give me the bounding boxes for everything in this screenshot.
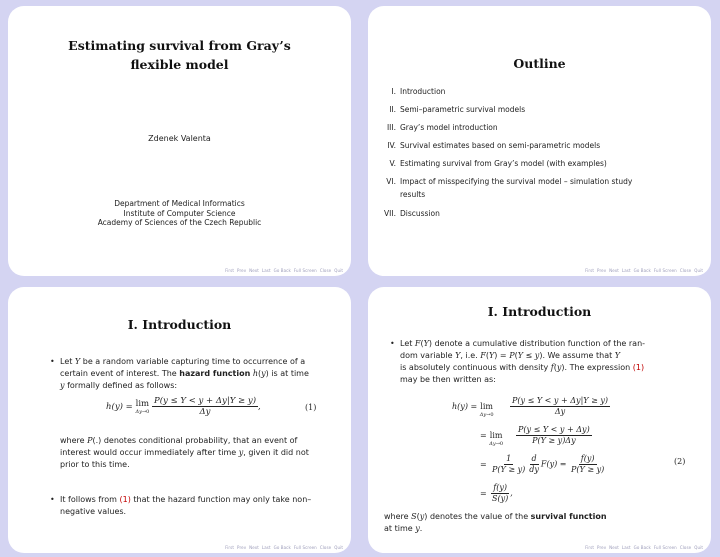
text: . We assume that: [542, 351, 613, 360]
outline-num: V.: [389, 159, 396, 168]
text: It follows from: [60, 495, 117, 504]
outline-num: II.: [389, 105, 396, 114]
outline-num: I.: [391, 87, 396, 96]
outline-text: Survival estimates based on semi-parametric models: [400, 141, 601, 150]
text: certain event of interest. The: [60, 369, 177, 378]
title-line-1: Estimating survival from Gray’s: [68, 38, 291, 53]
bullet-icon: •: [50, 495, 55, 504]
nav-bar: [582, 545, 703, 550]
outline-text: Gray’s model introduction: [400, 123, 498, 132]
equation-reference-link[interactable]: (1): [119, 495, 131, 504]
text: is absolutely continuous with density: [400, 363, 549, 372]
nav-next[interactable]: Next: [609, 268, 619, 273]
paragraph-conditional-probability: where P(.) denotes conditional probability, that an event of interest would occur immediately after time y, given it did not prior to this time.: [60, 435, 350, 471]
nav-close[interactable]: Close: [319, 545, 332, 550]
text: be a random variable capturing time to occurrence of a: [82, 357, 306, 366]
paragraph-survival-function: where S(y) denotes the value of the survival function at time y.: [384, 512, 607, 533]
nav-last[interactable]: Last: [261, 268, 271, 273]
bullet-icon: •: [390, 339, 395, 348]
bold-term: hazard function: [179, 369, 251, 378]
outline-text: Discussion: [400, 209, 440, 218]
outline-text: Estimating survival from Gray’s model (with examples): [400, 159, 607, 168]
equation-reference-link[interactable]: (1): [632, 363, 645, 372]
outline-num: III.: [386, 123, 396, 132]
slide-heading: I. Introduction: [487, 304, 592, 319]
nav-go-back[interactable]: Go Back: [273, 545, 291, 550]
nav-full-screen[interactable]: Full Screen: [653, 268, 677, 273]
bold-term: survival function: [530, 512, 607, 521]
nav-close[interactable]: Close: [319, 268, 332, 273]
outline-num: IV.: [387, 141, 396, 150]
outline-num: VII.: [384, 209, 396, 218]
slide-title: [8, 6, 351, 276]
nav-go-back[interactable]: Go Back: [633, 545, 651, 550]
nav-full-screen[interactable]: Full Screen: [293, 268, 317, 273]
outline-text: Introduction: [400, 87, 446, 96]
affiliation-line-1: Department of Medical Informatics: [114, 199, 245, 208]
text: is at time: [271, 369, 309, 378]
text: , i.e.: [460, 351, 478, 360]
affiliation: [8, 199, 351, 228]
outline-title: Outline: [513, 56, 566, 71]
nav-prev[interactable]: Prev: [237, 268, 247, 273]
text: denote a cumulative distribution function of the ran-: [434, 339, 646, 348]
nav-next[interactable]: Next: [249, 545, 259, 550]
text: Let: [400, 339, 413, 348]
author: Zdenek Valenta: [148, 134, 211, 143]
nav-quit[interactable]: Quit: [334, 268, 343, 273]
text: . The expression: [564, 363, 631, 372]
nav-full-screen[interactable]: Full Screen: [653, 545, 677, 550]
title-line-2: flexible model: [130, 57, 229, 72]
text: where: [384, 512, 409, 521]
nav-last[interactable]: Last: [261, 545, 271, 550]
text: prior to this time.: [60, 460, 130, 469]
affiliation-line-3: Academy of Sciences of the Czech Republic: [97, 218, 262, 227]
nav-prev[interactable]: Prev: [597, 545, 607, 550]
outline-num: VI.: [386, 177, 396, 186]
slide-heading: I. Introduction: [127, 317, 232, 332]
affiliation-line-2: Institute of Computer Science: [123, 208, 236, 218]
paragraph-cdf: • Let F(Y) denote a cumulative distribution function of the ran- dom variable Y, i.e. F(Y) = P(Y ≤ y). We assume that Y is absolutely continuous with density f(y). The expression (1) may be then written as:: [400, 338, 706, 386]
text: may be then written as:: [400, 375, 496, 384]
nav-next[interactable]: Next: [609, 545, 619, 550]
outline-text: Impact of misspecifying the survival model – simulation study: [400, 177, 633, 186]
nav-prev[interactable]: Prev: [597, 268, 607, 273]
text: that the hazard function may only take non–: [133, 495, 312, 504]
text: at time: [384, 524, 413, 533]
equation-number: (1): [305, 403, 317, 412]
equation-1: h(y) = lim Δy→0 $\frac{P(y \le Y < y + \Delta y|Y \ge y)}{\Delta y}$ ,: [106, 396, 261, 417]
nav-bar: [582, 268, 703, 273]
slide-introduction-2: I. Introduction • Let F(Y) denote a cumulative distribution function of the ran- dom variable Y, i.e. F(Y) = P(Y ≤ y). We assume that Y is absolutely continuous with density f(y). The expression (1) may be then written as: h(y) = lim Δy→0 $\frac{P(y \le Y < y + \Delta y|Y \ge y)}{\Delta y}$ = lim Δy→0 $\frac{P(y \le Y < y + \Delta y)}{P(Y \ge y)\Delta y}$ = $\frac{1}{P(Y \ge y)}$ $\frac{d}{dy}$ F(y) = $\frac{f(y)}{P(Y \ge y)}$ = $\frac{f(y)}{S(y)}$ , (2) where S(y) denotes the value of the survival function at time y. First Prev Next Last Go Back Full Screen Close Quit: [368, 287, 711, 553]
outline-text: Semi–parametric survival models: [400, 105, 526, 114]
text: negative values.: [60, 507, 127, 516]
nav-first[interactable]: First: [225, 545, 235, 550]
slide-outline: [368, 6, 711, 276]
text: formally defined as follows:: [67, 381, 178, 390]
outline-text: results: [400, 190, 426, 199]
text: denotes conditional probability, that an event of: [103, 436, 298, 445]
slide-introduction-1: [8, 287, 351, 553]
nav-last[interactable]: Last: [621, 545, 631, 550]
nav-go-back[interactable]: Go Back: [633, 268, 651, 273]
presentation-title: [8, 36, 351, 74]
nav-bar: [222, 268, 343, 273]
nav-first[interactable]: First: [585, 545, 595, 550]
nav-prev[interactable]: Prev: [237, 545, 247, 550]
nav-go-back[interactable]: Go Back: [273, 268, 291, 273]
nav-quit[interactable]: Quit: [694, 545, 703, 550]
nav-first[interactable]: First: [225, 268, 235, 273]
nav-quit[interactable]: Quit: [694, 268, 703, 273]
text: denotes the value of the: [429, 512, 529, 521]
nav-next[interactable]: Next: [249, 268, 259, 273]
paragraph-nonnegative: [50, 494, 345, 518]
text: where: [60, 436, 85, 445]
text: interest would occur immediately after time: [60, 448, 237, 457]
text: dom variable: [400, 351, 453, 360]
nav-first[interactable]: First: [585, 268, 595, 273]
nav-close[interactable]: Close: [679, 545, 692, 550]
nav-last[interactable]: Last: [621, 268, 631, 273]
nav-quit[interactable]: Quit: [334, 545, 343, 550]
nav-close[interactable]: Close: [679, 268, 692, 273]
nav-bar: [222, 545, 343, 550]
equation-number: (2): [674, 457, 686, 466]
bullet-icon: •: [50, 357, 55, 366]
paragraph-hazard-definition: • Let Y be a random variable capturing time to occurrence of a certain event of interest. The hazard function h(y) is at time y formally defined as follows:: [50, 357, 309, 390]
text: , given it did not: [243, 448, 309, 457]
text: Let: [60, 357, 73, 366]
nav-full-screen[interactable]: Full Screen: [293, 545, 317, 550]
